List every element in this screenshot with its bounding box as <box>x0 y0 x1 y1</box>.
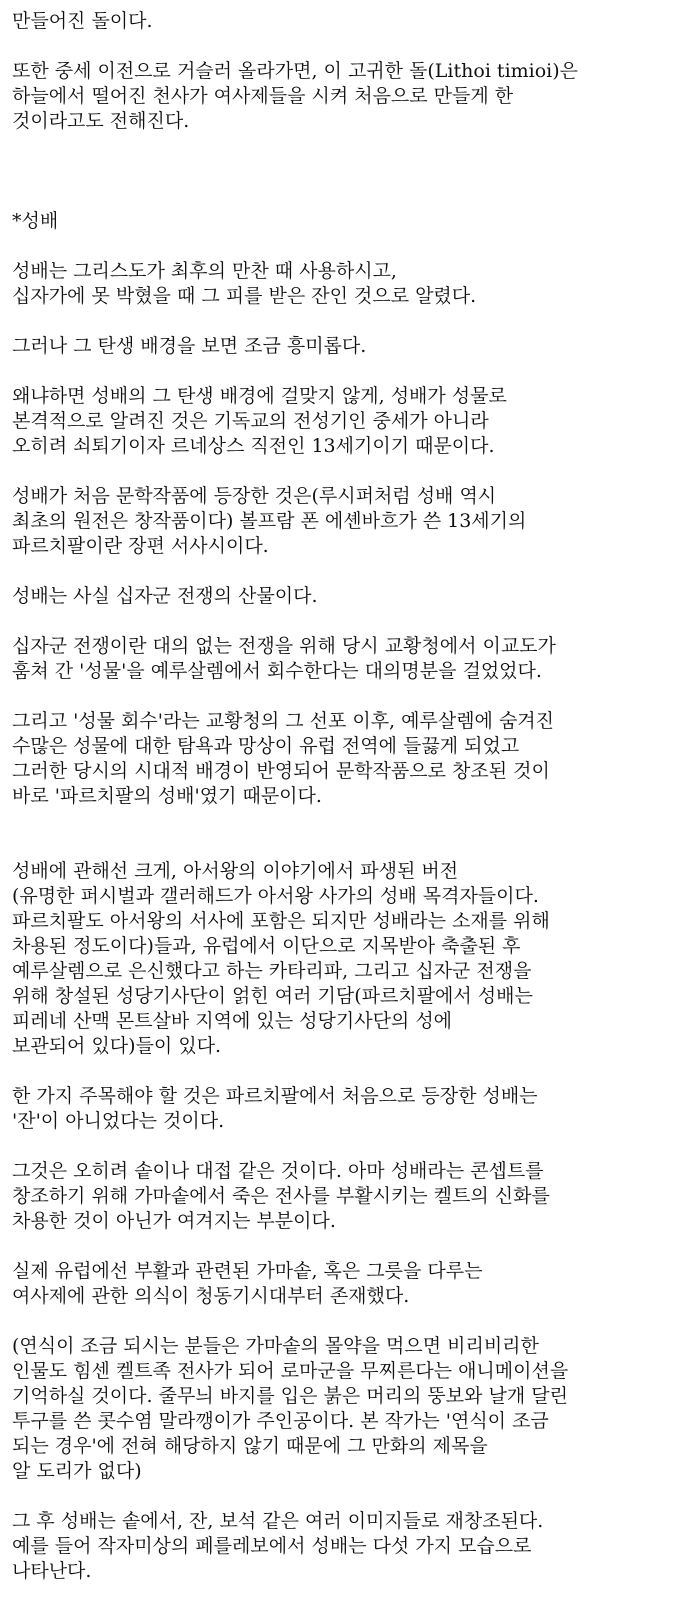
text-line: 차용한 것이 아닌가 여겨지는 부분이다. <box>12 1210 336 1232</box>
paragraph <box>12 384 682 459</box>
text-line: 그리고 '성물 회수'라는 교황청의 그 선포 이후, 예루살렘에 숨겨진 <box>12 710 555 732</box>
text-line: 훔쳐 간 '성물'을 예루살렘에서 회수한다는 대의명분을 걸었었다. <box>12 660 542 682</box>
text-line: *성배 <box>12 210 59 232</box>
text-line: 왜냐하면 성배의 그 탄생 배경에 걸맞지 않게, 성배가 성물로 <box>12 385 507 407</box>
text-line: (유명한 퍼시벌과 갤러해드가 아서왕 사가의 성배 목격자들이다. <box>12 885 539 907</box>
text-line: 십자군 전쟁이란 대의 없는 전쟁을 위해 당시 교황청에서 이교도가 <box>12 635 556 657</box>
text-line: 기억하실 것이다. 줄무늬 바지를 입은 붉은 머리의 뚱보와 날개 달린 <box>12 1385 568 1407</box>
text-line: 성배가 처음 문학작품에 등장한 것은(루시퍼처럼 성배 역시 <box>12 485 497 507</box>
article-body <box>12 9 682 1584</box>
text-line: 차용된 정도이다)들과, 유럽에서 이단으로 지목받아 축출된 후 <box>12 935 521 957</box>
paragraph <box>12 334 682 359</box>
paragraph <box>12 1084 682 1134</box>
text-line: 위해 창설된 성당기사단이 얽힌 여러 기담(파르치팔에서 성배는 <box>12 985 533 1007</box>
text-line: 되는 경우'에 전혀 해당하지 않기 때문에 그 만화의 제목을 <box>12 1435 488 1457</box>
text-line: 한 가지 주목해야 할 것은 파르치팔에서 처음으로 등장한 성배는 <box>12 1085 538 1107</box>
text-line: 실제 유럽에선 부활과 관련된 가마솥, 혹은 그릇을 다루는 <box>12 1260 483 1282</box>
paragraph <box>12 709 682 809</box>
text-line: 본격적으로 알려진 것은 기독교의 전성기인 중세가 아니라 <box>12 410 489 432</box>
text-line: 것이라고도 전해진다. <box>12 110 190 132</box>
paragraph <box>12 484 682 559</box>
text-line: 또한 중세 이전으로 거슬러 올라가면, 이 고귀한 돌(Lithoi timioi)은 <box>12 60 579 82</box>
text-line: 보관되어 있다)들이 있다. <box>12 1035 222 1057</box>
text-line: 십자가에 못 박혔을 때 그 피를 받은 잔인 것으로 알렸다. <box>12 285 477 307</box>
paragraph <box>12 1509 682 1584</box>
paragraph <box>12 1259 682 1309</box>
text-line: 성배는 사실 십자군 전쟁의 산물이다. <box>12 585 318 607</box>
text-line: 만들어진 돌이다. <box>12 10 153 32</box>
text-line: 그러나 그 탄생 배경을 보면 조금 흥미롭다. <box>12 335 367 357</box>
text-line: 파르치팔이란 장편 서사시이다. <box>12 535 269 557</box>
text-line: 창조하기 위해 가마솥에서 죽은 전사를 부활시키는 켈트의 신화를 <box>12 1185 550 1207</box>
paragraph <box>12 634 682 684</box>
text-line: 인물도 힘센 켈트족 전사가 되어 로마군을 무찌른다는 애니메이션을 <box>12 1360 569 1382</box>
text-line: 파르치팔도 아서왕의 서사에 포함은 되지만 성배라는 소재를 위해 <box>12 910 550 932</box>
text-line: (연식이 조금 되시는 분들은 가마솥의 몰약을 먹으면 비리비리한 <box>12 1335 539 1357</box>
text-line: 그 후 성배는 솥에서, 잔, 보석 같은 여러 이미지들로 재창조된다. <box>12 1510 544 1532</box>
text-line: 여사제에 관한 의식이 청동기시대부터 존재했다. <box>12 1285 410 1307</box>
text-line: 오히려 쇠퇴기이자 르네상스 직전인 13세기이기 때문이다. <box>12 435 495 457</box>
text-line: 예를 들어 작자미상의 페를레보에서 성배는 다섯 가지 모습으로 <box>12 1535 532 1557</box>
paragraph <box>12 1159 682 1234</box>
paragraph <box>12 259 682 309</box>
text-line: 수많은 성물에 대한 탐욕과 망상이 유럽 전역에 들끓게 되었고 <box>12 735 520 757</box>
text-line: 투구를 쓴 콧수염 말라깽이가 주인공이다. 본 작가는 '연식이 조금 <box>12 1410 549 1432</box>
text-line: 최초의 원전은 창작품이다) 볼프람 폰 에셴바흐가 쓴 13세기의 <box>12 510 527 532</box>
text-line: '잔'이 아니었다는 것이다. <box>12 1110 225 1132</box>
section-heading <box>12 209 682 234</box>
paragraph <box>12 1334 682 1484</box>
text-line: 하늘에서 떨어진 천사가 여사제들을 시켜 처음으로 만들게 한 <box>12 85 514 107</box>
text-line: 성배는 그리스도가 최후의 만찬 때 사용하시고, <box>12 260 397 282</box>
text-line: 예루살렘으로 은신했다고 하는 카타리파, 그리고 십자군 전쟁을 <box>12 960 532 982</box>
text-line: 성배에 관해선 크게, 아서왕의 이야기에서 파생된 버전 <box>12 860 459 882</box>
text-line: 바로 '파르치팔의 성배'였기 때문이다. <box>12 785 322 807</box>
text-line: 알 도리가 없다) <box>12 1460 142 1482</box>
paragraph <box>12 9 682 34</box>
paragraph <box>12 584 682 609</box>
paragraph <box>12 59 682 134</box>
text-line: 나타난다. <box>12 1560 92 1582</box>
text-line: 그것은 오히려 솥이나 대접 같은 것이다. 아마 성배라는 콘셉트를 <box>12 1160 544 1182</box>
paragraph <box>12 859 682 1059</box>
text-line: 피레네 산맥 몬트살바 지역에 있는 성당기사단의 성에 <box>12 1010 453 1032</box>
text-line: 그러한 당시의 시대적 배경이 반영되어 문학작품으로 창조된 것이 <box>12 760 550 782</box>
